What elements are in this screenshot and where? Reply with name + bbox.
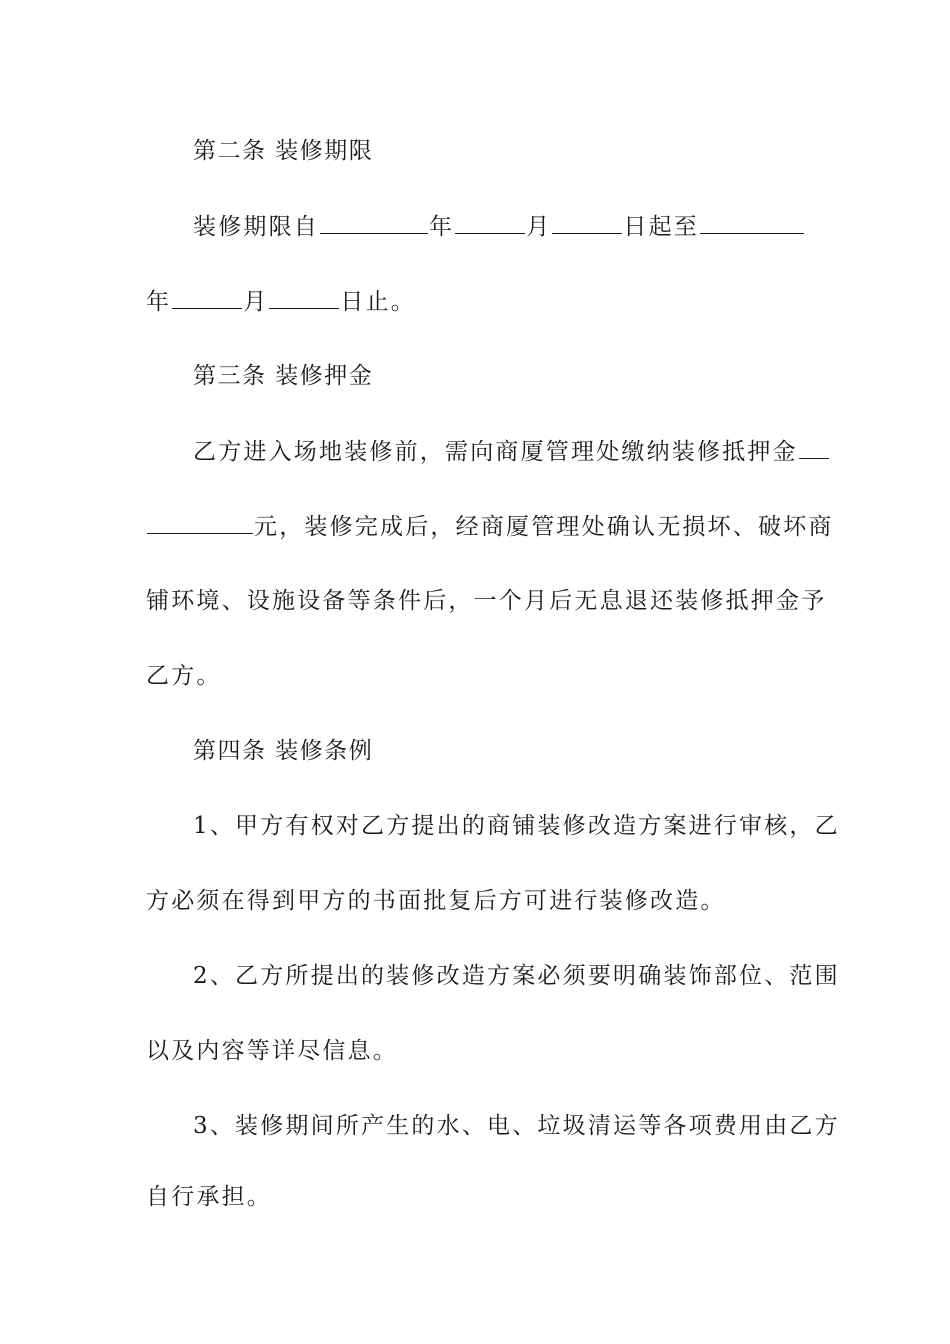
deposit-text-1: 乙方进入场地装修前，需向商厦管理处缴纳装修抵押金 [193,439,798,465]
article-4-heading: 第四条 装修条例 [193,738,374,764]
deposit-text-2: 元，装修完成后，经商厦管理处确认无损坏、破坏商 [254,514,834,540]
article-3-line-2 [146,511,834,542]
end-day-label: 日止。 [340,289,417,315]
end-year-blank [700,211,804,234]
end-month-blank [172,286,242,309]
start-year-label: 年 [429,214,455,240]
start-month-blank [455,211,525,234]
article-3-line-1 [193,436,806,467]
start-day-label: 日起至 [623,214,700,240]
start-year-blank [320,211,428,234]
article-2-end-line [146,286,806,317]
deposit-amount-blank-2 [147,511,253,534]
end-day-blank [269,286,339,309]
article-4-item-3-line-1: 3、装修期间所产生的水、电、垃圾清运等各项费用由乙方 [193,1113,840,1139]
start-day-blank [552,211,622,234]
article-4-item-1-line-1: 1、甲方有权对乙方提出的商铺装修改造方案进行审核，乙 [193,813,840,839]
article-3-line-3: 铺环境、设施设备等条件后，一个月后无息退还装修抵押金予 [146,588,827,614]
deposit-amount-blank-1 [799,436,829,459]
article-4-item-1-line-2: 方必须在得到甲方的书面批复后方可进行装修改造。 [146,888,726,914]
article-4-item-3-line-2: 自行承担。 [146,1184,272,1210]
period-prefix: 装修期限自 [193,214,319,240]
end-year-label: 年 [146,289,172,315]
article-2-heading: 第二条 装修期限 [193,138,374,164]
article-4-item-2-line-1: 2、乙方所提出的装修改造方案必须要明确装饰部位、范围 [193,963,840,989]
article-3-heading: 第三条 装修押金 [193,363,374,389]
article-4-item-2-line-2: 以及内容等详尽信息。 [146,1038,398,1064]
article-3-line-4: 乙方。 [146,663,222,689]
end-month-label: 月 [243,289,269,315]
article-2-period-line [193,211,806,242]
start-month-label: 月 [526,214,552,240]
